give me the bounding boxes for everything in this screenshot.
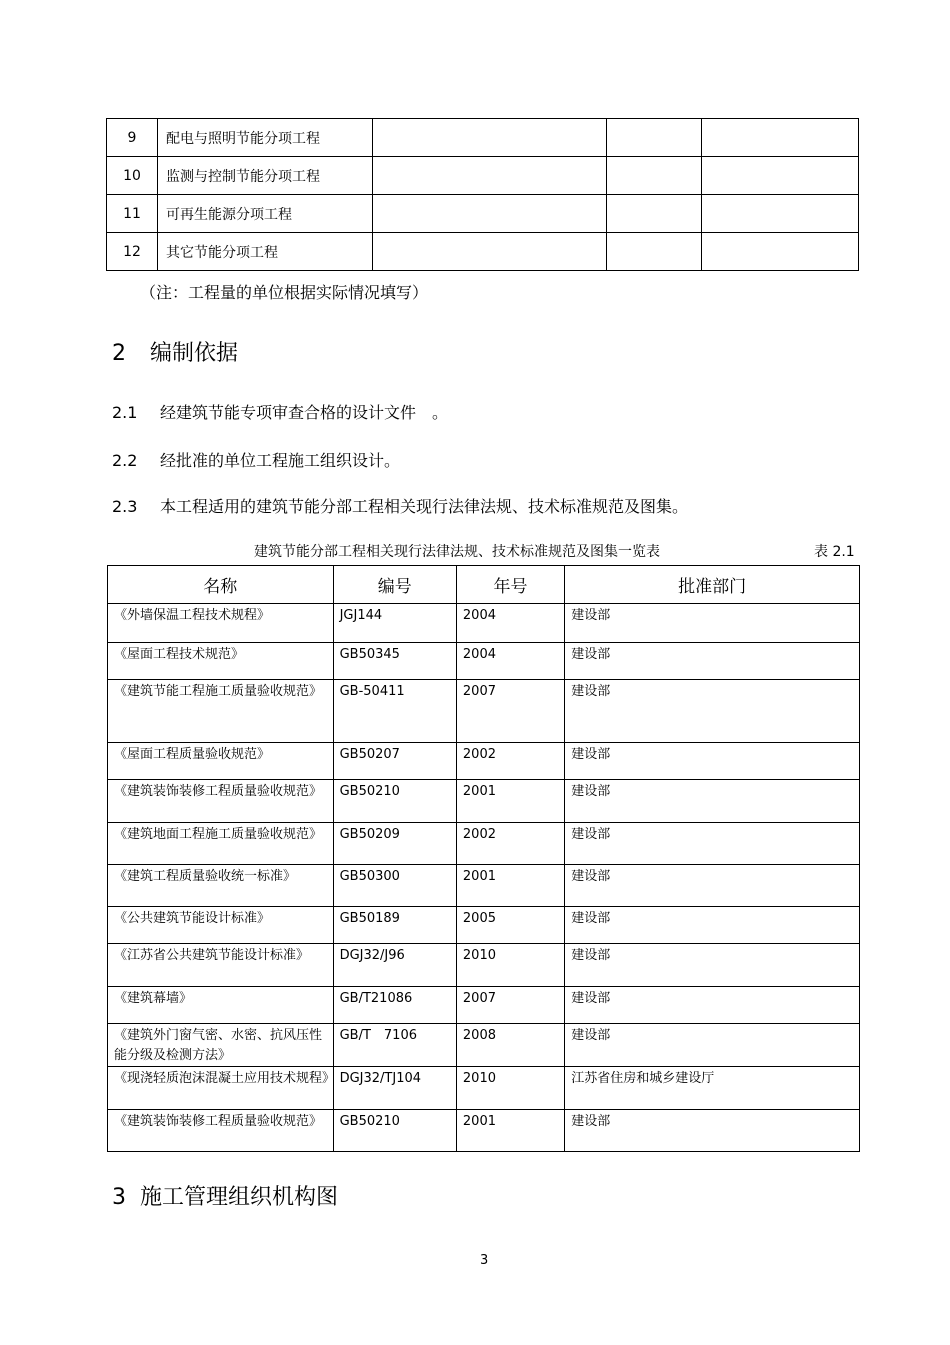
paragraph-2-2 [112, 448, 400, 471]
table-row [108, 743, 860, 780]
empty-cell [373, 157, 607, 195]
empty-cell [702, 119, 859, 157]
standard-name: 《屋面工程质量验收规范》 [108, 743, 334, 780]
table-row [107, 233, 859, 271]
item-name: 可再生能源分项工程 [158, 195, 373, 233]
standard-dept: 建设部 [565, 604, 860, 643]
empty-cell [607, 233, 702, 271]
standard-year: 2010 [456, 944, 564, 987]
empty-cell [373, 233, 607, 271]
standard-year: 2004 [456, 643, 564, 680]
standards-table [107, 565, 860, 1152]
empty-cell [607, 195, 702, 233]
empty-cell [702, 157, 859, 195]
section-2-heading [112, 336, 238, 367]
table-row [108, 987, 860, 1024]
item-name: 监测与控制节能分项工程 [158, 157, 373, 195]
item-name: 其它节能分项工程 [158, 233, 373, 271]
standard-year: 2001 [456, 780, 564, 823]
empty-cell [702, 233, 859, 271]
standard-code: GB50210 [333, 1110, 456, 1152]
paragraph-text: 经建筑节能专项审查合格的设计文件 。 [160, 403, 449, 422]
standard-code: GB50345 [333, 643, 456, 680]
paragraph-number: 2.3 [112, 497, 138, 516]
section-3-heading [112, 1180, 338, 1211]
standard-name: 《建筑工程质量验收统一标准》 [108, 865, 334, 907]
standard-code: DGJ32/J96 [333, 944, 456, 987]
standard-dept: 建设部 [565, 643, 860, 680]
standard-code: GB50189 [333, 907, 456, 944]
empty-cell [373, 119, 607, 157]
paragraph-text: 本工程适用的建筑节能分部工程相关现行法律法规、技术标准规范及图集。 [160, 497, 689, 516]
standard-code: GB-50411 [333, 680, 456, 743]
table-row [108, 907, 860, 944]
standard-code: GB/T21086 [333, 987, 456, 1024]
table-row [108, 944, 860, 987]
standard-code: JGJ144 [333, 604, 456, 643]
table-row [108, 643, 860, 680]
standard-year: 2001 [456, 865, 564, 907]
standard-year: 2004 [456, 604, 564, 643]
standard-name: 《屋面工程技术规范》 [108, 643, 334, 680]
table-note: （注：工程量的单位根据实际情况填写） [140, 283, 429, 302]
standard-dept: 建设部 [565, 907, 860, 944]
section-title: 编制依据 [150, 341, 239, 366]
standard-year: 2002 [456, 743, 564, 780]
empty-cell [607, 157, 702, 195]
standard-year: 2008 [456, 1024, 564, 1067]
standard-dept: 建设部 [565, 944, 860, 987]
standard-dept: 江苏省住房和城乡建设厅 [565, 1067, 860, 1110]
standard-name: 《江苏省公共建筑节能设计标准》 [108, 944, 334, 987]
item-number: 9 [107, 119, 158, 157]
standard-name: 《建筑外门窗气密、水密、抗风压性能分级及检测方法》 [108, 1024, 334, 1067]
section-number: 2 [112, 341, 126, 366]
table-row [108, 1024, 860, 1067]
standard-dept: 建设部 [565, 1024, 860, 1067]
standard-name: 《现浇轻质泡沫混凝土应用技术规程》 [108, 1067, 334, 1110]
table-number: 表 2.1 [814, 544, 855, 560]
section-title: 施工管理组织机构图 [140, 1185, 339, 1210]
item-number: 12 [107, 233, 158, 271]
header-dept: 批准部门 [565, 566, 860, 604]
standard-dept: 建设部 [565, 1110, 860, 1152]
paragraph-number: 2.1 [112, 403, 138, 422]
standard-name: 《建筑装饰装修工程质量验收规范》 [108, 780, 334, 823]
table-row [108, 1067, 860, 1110]
table-row [107, 119, 859, 157]
table-row [108, 865, 860, 907]
header-year: 年号 [456, 566, 564, 604]
table-row [107, 157, 859, 195]
table-row [108, 680, 860, 743]
paragraph-2-1 [112, 400, 448, 423]
empty-cell [607, 119, 702, 157]
standard-name: 《建筑节能工程施工质量验收规范》 [108, 680, 334, 743]
header-name: 名称 [108, 566, 334, 604]
table-header-row [108, 566, 860, 604]
standard-code: DGJ32/TJ104 [333, 1067, 456, 1110]
table-row [108, 604, 860, 643]
standard-dept: 建设部 [565, 680, 860, 743]
paragraph-2-3 [112, 494, 688, 517]
table-row [107, 195, 859, 233]
standard-name: 《公共建筑节能设计标准》 [108, 907, 334, 944]
empty-cell [373, 195, 607, 233]
item-name: 配电与照明节能分项工程 [158, 119, 373, 157]
item-number: 11 [107, 195, 158, 233]
standard-name: 《建筑地面工程施工质量验收规范》 [108, 823, 334, 865]
table-row [108, 823, 860, 865]
standard-code: GB50209 [333, 823, 456, 865]
standard-year: 2002 [456, 823, 564, 865]
empty-cell [702, 195, 859, 233]
standard-dept: 建设部 [565, 865, 860, 907]
standard-name: 《外墙保温工程技术规程》 [108, 604, 334, 643]
table-caption: 建筑节能分部工程相关现行法律法规、技术标准规范及图集一览表 [254, 544, 660, 560]
standard-dept: 建设部 [565, 743, 860, 780]
page-number: 3 [480, 1253, 489, 1268]
standard-code: GB50210 [333, 780, 456, 823]
section-number: 3 [112, 1185, 126, 1210]
standard-year: 2007 [456, 987, 564, 1024]
engineering-items-table [106, 118, 859, 271]
standard-name: 《建筑幕墙》 [108, 987, 334, 1024]
table-row [108, 780, 860, 823]
paragraph-text: 经批准的单位工程施工组织设计。 [160, 451, 401, 470]
standard-code: GB50207 [333, 743, 456, 780]
table-row [108, 1110, 860, 1152]
standard-dept: 建设部 [565, 987, 860, 1024]
standard-dept: 建设部 [565, 823, 860, 865]
standard-name: 《建筑装饰装修工程质量验收规范》 [108, 1110, 334, 1152]
standard-year: 2005 [456, 907, 564, 944]
standard-dept: 建设部 [565, 780, 860, 823]
header-code: 编号 [333, 566, 456, 604]
standard-code: GB50300 [333, 865, 456, 907]
standard-code: GB/T 7106 [333, 1024, 456, 1067]
paragraph-number: 2.2 [112, 451, 138, 470]
standard-year: 2007 [456, 680, 564, 743]
standard-year: 2001 [456, 1110, 564, 1152]
standard-year: 2010 [456, 1067, 564, 1110]
item-number: 10 [107, 157, 158, 195]
